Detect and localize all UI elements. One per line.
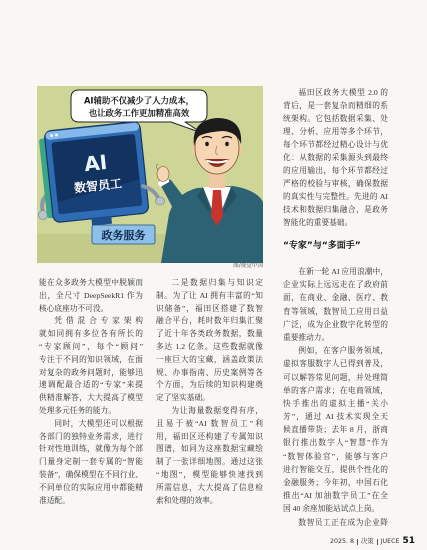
text-line: 每个环节都经过精心设计与优 xyxy=(283,140,388,149)
text-line: 不同单位的实际应用中都能精 xyxy=(39,482,143,492)
text-line: 装备”，确保模型在不同行业、 xyxy=(39,469,143,479)
text-line: 福田区政务大模型 2.0 的 xyxy=(298,88,388,97)
text-line: 用，福田区还构建了专属知识 xyxy=(156,431,263,441)
paragraph xyxy=(39,418,143,508)
screen-title: AI xyxy=(82,149,109,177)
text-line: 智能化的重要基础。 xyxy=(283,218,353,227)
service-label-text: 政务服务 xyxy=(101,229,146,242)
text-line: 供精准解答，大大提高了模型 xyxy=(39,393,143,403)
paragraph xyxy=(283,516,388,529)
text-line: 育等领域，数智员工应用日益 xyxy=(283,306,388,316)
text-line: 可以解答常见问题，并处理简 xyxy=(283,372,388,382)
text-line: 金融服务；今年初，中国石化 xyxy=(283,478,388,487)
text-line: 推出“AI 加油数字员工”在全 xyxy=(283,491,388,501)
magazine-name: 决策 xyxy=(361,538,374,545)
text-line: 快手推出的虚拟主播“关小 xyxy=(283,398,388,408)
text-line: “地图”，模型能够快速找到 xyxy=(156,469,263,479)
footer-separator xyxy=(357,539,358,545)
text-line: 规、办事指南、历史案例等各 xyxy=(156,367,263,377)
text-line: “数智体验官”，能够与客户 xyxy=(283,451,388,461)
text-line: 索和处理的效率。 xyxy=(156,495,218,505)
text-line: 专注于不同的知识领域，在面 xyxy=(39,354,143,364)
text-line: 国 40 余座加能站试点上岗。 xyxy=(283,504,380,514)
speech-bubble-line: 也让政务工作更加精准高效 xyxy=(88,108,190,118)
paragraph xyxy=(283,344,388,515)
text-line: 出，全尺寸 DeepSeekR1 作为 xyxy=(39,290,143,300)
paragraph xyxy=(156,277,263,405)
text-line: 重要推动力。 xyxy=(283,332,330,342)
text-line: 在新一轮 AI 应用浪潮中， xyxy=(298,267,388,276)
magazine-name-en: JUECE xyxy=(380,538,400,545)
footer-separator xyxy=(377,539,378,545)
text-line: 了近十年各类政务数据，数量 xyxy=(156,329,263,339)
text-line: 理、分析、应用等多个环节， xyxy=(283,127,388,136)
text-line: 制了一张详细地图。通过这张 xyxy=(156,457,263,467)
image-credit: 图/视觉中国 xyxy=(233,263,263,269)
illustration xyxy=(37,86,263,263)
text-line: 例如，在客户服务领域， xyxy=(298,346,388,356)
text-line: 芳”，通过 AI 技术实现全天 xyxy=(283,412,388,422)
text-line: 各部门的独特业务需求，进行 xyxy=(39,431,143,441)
right-column-top xyxy=(283,86,388,229)
speech-bubble-line: AI辅助不仅减少了人力成本， xyxy=(83,95,195,106)
text-line: 就如同拥有多位各有所长的 xyxy=(39,329,143,339)
text-line: 严格的校验与审核，确保数据 xyxy=(283,179,388,188)
text-line: 融合平台，耗时数年归集汇聚 xyxy=(156,316,263,326)
page-number: 51 xyxy=(402,536,415,546)
text-line: 化：从数据的采集源头到最终 xyxy=(283,153,388,162)
left-column xyxy=(39,277,143,507)
text-line: 门量身定制一套专属的“智能 xyxy=(39,457,143,467)
screen-subtitle: 数智员工 xyxy=(73,176,123,196)
text-line: 准适配。 xyxy=(39,495,70,505)
issue-date: 2025. 8 xyxy=(330,538,355,545)
text-line: 所需信息，大大提高了信息检 xyxy=(156,482,263,492)
text-line: 能在众多政务大模型中脱颖而 xyxy=(39,278,143,287)
paragraph xyxy=(39,277,143,315)
page-footer xyxy=(330,536,415,547)
right-column-bottom xyxy=(283,265,388,529)
ai-monitor xyxy=(38,121,150,230)
text-line: 的应用输出，每个环节都经过 xyxy=(283,166,388,175)
text-line: 进行智能交互，提供个性化的 xyxy=(283,464,388,474)
text-line: 且易于被“AI 数智员工”利 xyxy=(156,418,263,428)
paragraph xyxy=(39,315,143,417)
section-heading: “专家”与“多面手” xyxy=(283,241,361,251)
text-line: 的真实性与完整性。先进的 AI xyxy=(283,192,388,201)
paragraph xyxy=(283,265,388,344)
middle-column xyxy=(156,277,263,507)
text-line: 速调配最合适的“专家”来提 xyxy=(39,380,143,390)
text-line: 核心底座功不可没。 xyxy=(39,303,109,313)
text-line: 企业实际上远远走在了政府前 xyxy=(283,280,388,290)
text-line: 二是数据归集与知识定 xyxy=(171,278,263,287)
text-line: 多达 1.2 亿条。这些数据就像 xyxy=(156,341,263,351)
text-line: 识储备”，福田区搭建了数智 xyxy=(156,303,263,313)
paragraph xyxy=(156,405,263,507)
text-line: 凭借混合专家架构 xyxy=(54,316,143,326)
text-line: 技术和数据归集融合，是政务 xyxy=(283,205,388,214)
service-label xyxy=(92,225,155,244)
raised-hand xyxy=(157,167,169,182)
text-line: 单的客户需求；在电商领域， xyxy=(283,385,388,395)
text-line: 针对性地训练，就像为每个部 xyxy=(39,444,143,454)
text-line: 统架构。它包括数据采集、处 xyxy=(283,114,388,123)
text-line: 定了坚实基础。 xyxy=(156,393,210,403)
text-line: 背后，是一套复杂而精细的系 xyxy=(283,101,388,110)
text-line: 广泛，成为企业数字化转型的 xyxy=(283,319,388,329)
text-line: 处理多元任务的能力。 xyxy=(39,405,116,415)
text-line: 虚拟客服数字人已得到普及， xyxy=(283,359,388,369)
text-line: 对复杂的政务问题时，能够迅 xyxy=(39,367,143,377)
text-line: 银行推出数字人“智慧”作为 xyxy=(283,438,388,448)
text-line: 图谱，如同为这座数据宝藏绘 xyxy=(156,444,263,454)
text-line: 候直播带货；去年 8 月，浙商 xyxy=(283,425,388,435)
text-line: 个方面，为后续的知识构建奠 xyxy=(156,380,263,390)
text-line: 为让海量数据变得有序， xyxy=(171,405,263,415)
text-line: 数智员工正在成为企业降 xyxy=(298,517,388,527)
paragraph xyxy=(283,86,388,229)
text-line: 一座巨大的宝藏，涵盖政策法 xyxy=(156,354,263,364)
text-line: 面，在商业、金融、医疗、教 xyxy=(283,293,388,303)
text-line: 同时，大模型还可以根据 xyxy=(54,418,143,428)
text-line: “专家顾问”，每个“顾问” xyxy=(39,341,143,351)
text-line: 制。为了让 AI 拥有丰富的“知 xyxy=(156,290,263,300)
